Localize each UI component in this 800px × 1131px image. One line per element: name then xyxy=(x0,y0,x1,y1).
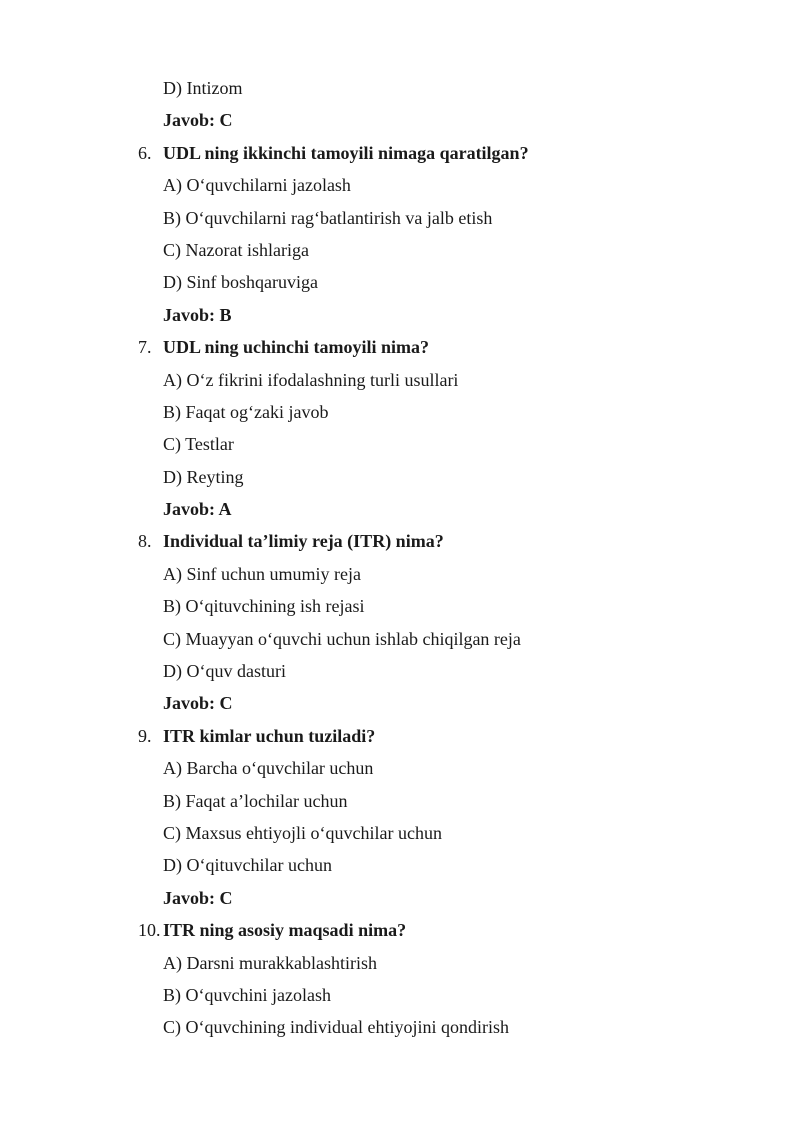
answer-line: Javob: B xyxy=(163,304,232,325)
option-line: B) Faqat og‘zaki javob xyxy=(163,401,329,422)
option-line: C) Maxsus ehtiyojli o‘quvchilar uchun xyxy=(163,822,442,843)
option-line: A) O‘quvchilarni jazolash xyxy=(163,175,351,196)
question-text: ITR kimlar uchun tuziladi? xyxy=(163,725,376,746)
answer-line: Javob: C xyxy=(163,693,233,714)
question-number: 7. xyxy=(138,337,152,358)
option-line: D) O‘qituvchilar uchun xyxy=(163,855,332,876)
question-number: 10. xyxy=(138,920,161,941)
question-number: 8. xyxy=(138,531,152,552)
question-8 xyxy=(0,525,800,557)
question-number: 6. xyxy=(138,142,152,163)
option-line: A) O‘z fikrini ifodalashning turli usullari xyxy=(163,369,459,390)
option-line: B) O‘qituvchining ish rejasi xyxy=(163,596,365,617)
answer-line: Javob: A xyxy=(163,499,232,520)
option-line: A) Barcha o‘quvchilar uchun xyxy=(163,758,374,779)
option-line: C) O‘quvchining individual ehtiyojini qondirish xyxy=(163,1017,509,1038)
question-7 xyxy=(0,331,800,363)
option-line: A) Sinf uchun umumiy reja xyxy=(163,563,361,584)
question-text: UDL ning uchinchi tamoyili nima? xyxy=(163,337,430,358)
option-line: D) Reyting xyxy=(163,466,244,487)
question-text: Individual ta’limiy reja (ITR) nima? xyxy=(163,531,444,552)
option-line: D) Sinf boshqaruviga xyxy=(163,272,318,293)
answer-line: Javob: C xyxy=(163,110,233,131)
question-number: 9. xyxy=(138,725,152,746)
option-line: C) Testlar xyxy=(163,434,234,455)
question-9 xyxy=(0,720,800,752)
option-line: C) Nazorat ishlariga xyxy=(163,239,309,260)
option-line: B) O‘quvchini jazolash xyxy=(163,984,331,1005)
option-line: B) O‘quvchilarni rag‘batlantirish va jalb etish xyxy=(163,207,493,228)
option-line: C) Muayyan o‘quvchi uchun ishlab chiqilgan reja xyxy=(163,628,521,649)
question-text: UDL ning ikkinchi tamoyili nimaga qaratilgan? xyxy=(163,142,529,163)
quiz-content xyxy=(0,72,800,1044)
question-text: ITR ning asosiy maqsadi nima? xyxy=(163,920,407,941)
option-line: B) Faqat a’lochilar uchun xyxy=(163,790,348,811)
answer-line: Javob: C xyxy=(163,887,233,908)
option-line: A) Darsni murakkablashtirish xyxy=(163,952,377,973)
option-line: D) O‘quv dasturi xyxy=(163,661,286,682)
question-10 xyxy=(0,914,800,946)
option-line: D) Intizom xyxy=(163,78,243,98)
question-6 xyxy=(0,137,800,169)
